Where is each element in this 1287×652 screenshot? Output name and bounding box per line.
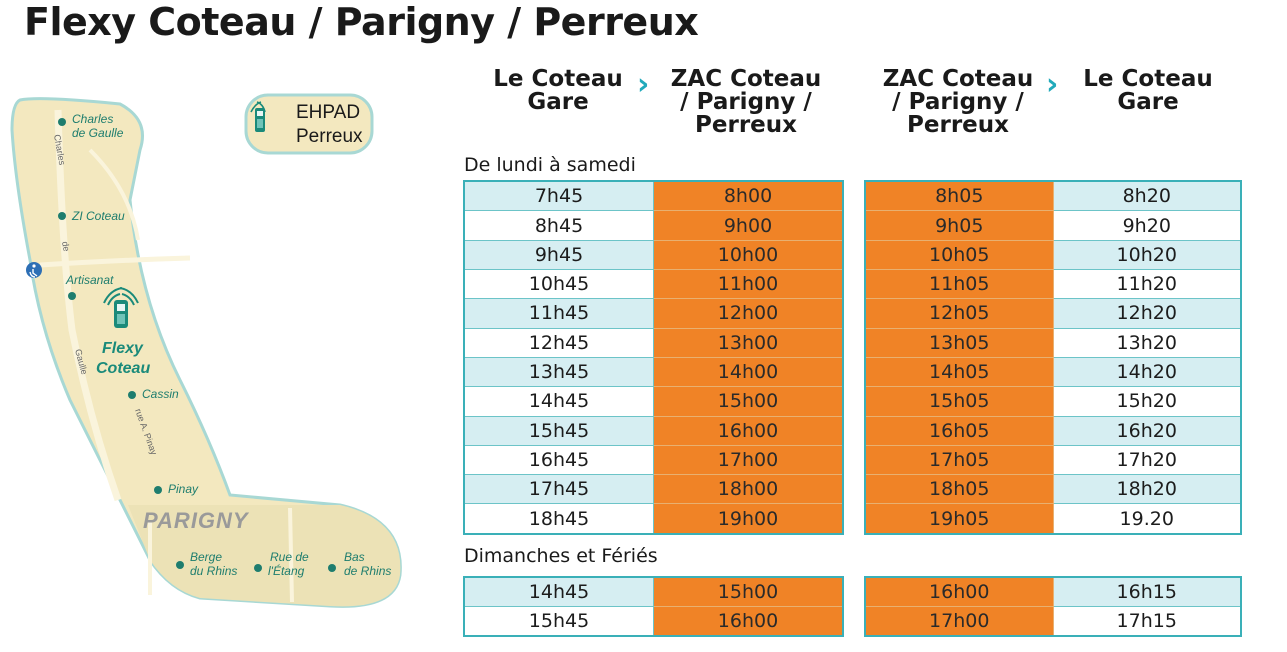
svg-text:du Rhins: du Rhins: [190, 564, 238, 578]
table-row: [865, 299, 1241, 328]
time-cell: 9h00: [654, 211, 844, 240]
time-cell: 15h05: [865, 387, 1053, 416]
sunday-outbound-table: [463, 576, 844, 637]
time-cell: 15h45: [464, 416, 654, 445]
time-cell: 18h05: [865, 475, 1053, 504]
table-row: [865, 387, 1241, 416]
svg-text:EHPAD: EHPAD: [296, 102, 361, 123]
time-cell: 14h45: [464, 577, 654, 607]
weekday-outbound-table: [463, 180, 844, 535]
header-outbound-to: ZAC Coteau / Parigny / Perreux: [670, 66, 822, 138]
time-cell: 17h05: [865, 445, 1053, 474]
table-row: [464, 357, 843, 386]
svg-text:Rue de: Rue de: [270, 550, 309, 564]
time-cell: 12h00: [654, 299, 844, 328]
table-row: [865, 181, 1241, 211]
time-cell: 11h45: [464, 299, 654, 328]
sunday-return-table: [864, 576, 1242, 637]
table-row: [865, 211, 1241, 240]
time-cell: 15h00: [654, 577, 844, 607]
ehpad-badge: [246, 95, 372, 153]
time-cell: 18h00: [654, 475, 844, 504]
table-row: [464, 475, 843, 504]
time-cell: 15h20: [1053, 387, 1241, 416]
route-map: [0, 60, 420, 652]
time-cell: 10h45: [464, 270, 654, 299]
table-row: [865, 357, 1241, 386]
table-row: [464, 299, 843, 328]
time-cell: 10h20: [1053, 240, 1241, 269]
chevron-right-icon: ›: [1046, 67, 1059, 102]
svg-text:Flexy: Flexy: [102, 340, 143, 357]
time-cell: 12h05: [865, 299, 1053, 328]
table-row: [865, 607, 1241, 637]
time-cell: 10h05: [865, 240, 1053, 269]
table-row: [464, 445, 843, 474]
time-cell: 16h15: [1053, 577, 1241, 607]
time-cell: 11h00: [654, 270, 844, 299]
svg-text:Perreux: Perreux: [296, 126, 363, 147]
time-cell: 8h20: [1053, 181, 1241, 211]
table-row: [865, 504, 1241, 534]
time-cell: 18h20: [1053, 475, 1241, 504]
svg-text:de: de: [60, 240, 72, 253]
table-row: [464, 328, 843, 357]
time-cell: 13h05: [865, 328, 1053, 357]
sunday-label: Dimanches et Fériés: [464, 545, 658, 567]
weekday-label: De lundi à samedi: [464, 154, 636, 176]
time-cell: 19.20: [1053, 504, 1241, 534]
time-cell: 12h20: [1053, 299, 1241, 328]
time-cell: 17h20: [1053, 445, 1241, 474]
time-cell: 7h45: [464, 181, 654, 211]
table-row: [865, 445, 1241, 474]
time-cell: 8h45: [464, 211, 654, 240]
svg-text:Charles: Charles: [52, 133, 68, 166]
time-cell: 16h20: [1053, 416, 1241, 445]
time-cell: 9h45: [464, 240, 654, 269]
table-row: [865, 577, 1241, 607]
table-row: [865, 416, 1241, 445]
time-cell: 15h45: [464, 607, 654, 637]
table-row: [464, 416, 843, 445]
accessibility-icon: [26, 262, 42, 278]
svg-text:Pinay: Pinay: [168, 482, 199, 496]
svg-text:Coteau: Coteau: [96, 360, 151, 377]
table-row: [464, 211, 843, 240]
header-outbound-from: Le Coteau Gare: [493, 66, 623, 115]
header-return-to: Le Coteau Gare: [1083, 66, 1213, 115]
table-row: [865, 328, 1241, 357]
table-row: [464, 607, 843, 637]
time-cell: 17h00: [865, 607, 1053, 637]
time-cell: 16h05: [865, 416, 1053, 445]
time-cell: 12h45: [464, 328, 654, 357]
svg-text:ZI Coteau: ZI Coteau: [72, 209, 125, 223]
table-row: [865, 475, 1241, 504]
time-cell: 14h20: [1053, 357, 1241, 386]
time-cell: 16h00: [654, 416, 844, 445]
time-cell: 10h00: [654, 240, 844, 269]
table-row: [464, 270, 843, 299]
time-cell: 13h00: [654, 328, 844, 357]
time-cell: 15h00: [654, 387, 844, 416]
table-row: [865, 240, 1241, 269]
time-cell: 17h15: [1053, 607, 1241, 637]
time-cell: 17h45: [464, 475, 654, 504]
svg-text:Bas: Bas: [344, 550, 365, 564]
table-row: [464, 387, 843, 416]
time-cell: 14h05: [865, 357, 1053, 386]
svg-text:rue A. Pinay: rue A. Pinay: [133, 407, 160, 457]
chevron-right-icon: ›: [637, 67, 650, 102]
time-cell: 13h20: [1053, 328, 1241, 357]
table-row: [464, 181, 843, 211]
table-row: [464, 504, 843, 534]
time-cell: 19h05: [865, 504, 1053, 534]
svg-text:de Gaulle: de Gaulle: [72, 126, 124, 140]
area-label: PARIGNY: [143, 508, 249, 533]
page-title: Flexy Coteau / Parigny / Perreux: [24, 0, 699, 44]
svg-text:Gaulle: Gaulle: [73, 347, 90, 376]
time-cell: 16h00: [865, 577, 1053, 607]
time-cell: 11h05: [865, 270, 1053, 299]
time-cell: 19h00: [654, 504, 844, 534]
time-cell: 13h45: [464, 357, 654, 386]
time-cell: 14h45: [464, 387, 654, 416]
time-cell: 14h00: [654, 357, 844, 386]
table-row: [464, 577, 843, 607]
time-cell: 8h05: [865, 181, 1053, 211]
time-cell: 16h45: [464, 445, 654, 474]
time-cell: 9h05: [865, 211, 1053, 240]
svg-text:de Rhins: de Rhins: [344, 564, 392, 578]
time-cell: 9h20: [1053, 211, 1241, 240]
svg-text:Berge: Berge: [190, 550, 223, 564]
time-cell: 18h45: [464, 504, 654, 534]
time-cell: 8h00: [654, 181, 844, 211]
svg-text:l'Étang: l'Étang: [268, 564, 305, 578]
table-row: [464, 240, 843, 269]
header-return-from: ZAC Coteau / Parigny / Perreux: [882, 66, 1034, 138]
time-cell: 11h20: [1053, 270, 1241, 299]
svg-text:Cassin: Cassin: [142, 387, 179, 401]
table-row: [865, 270, 1241, 299]
svg-text:Charles: Charles: [72, 112, 114, 126]
svg-text:Artisanat: Artisanat: [66, 273, 114, 287]
weekday-return-table: [864, 180, 1242, 535]
time-cell: 17h00: [654, 445, 844, 474]
time-cell: 16h00: [654, 607, 844, 637]
